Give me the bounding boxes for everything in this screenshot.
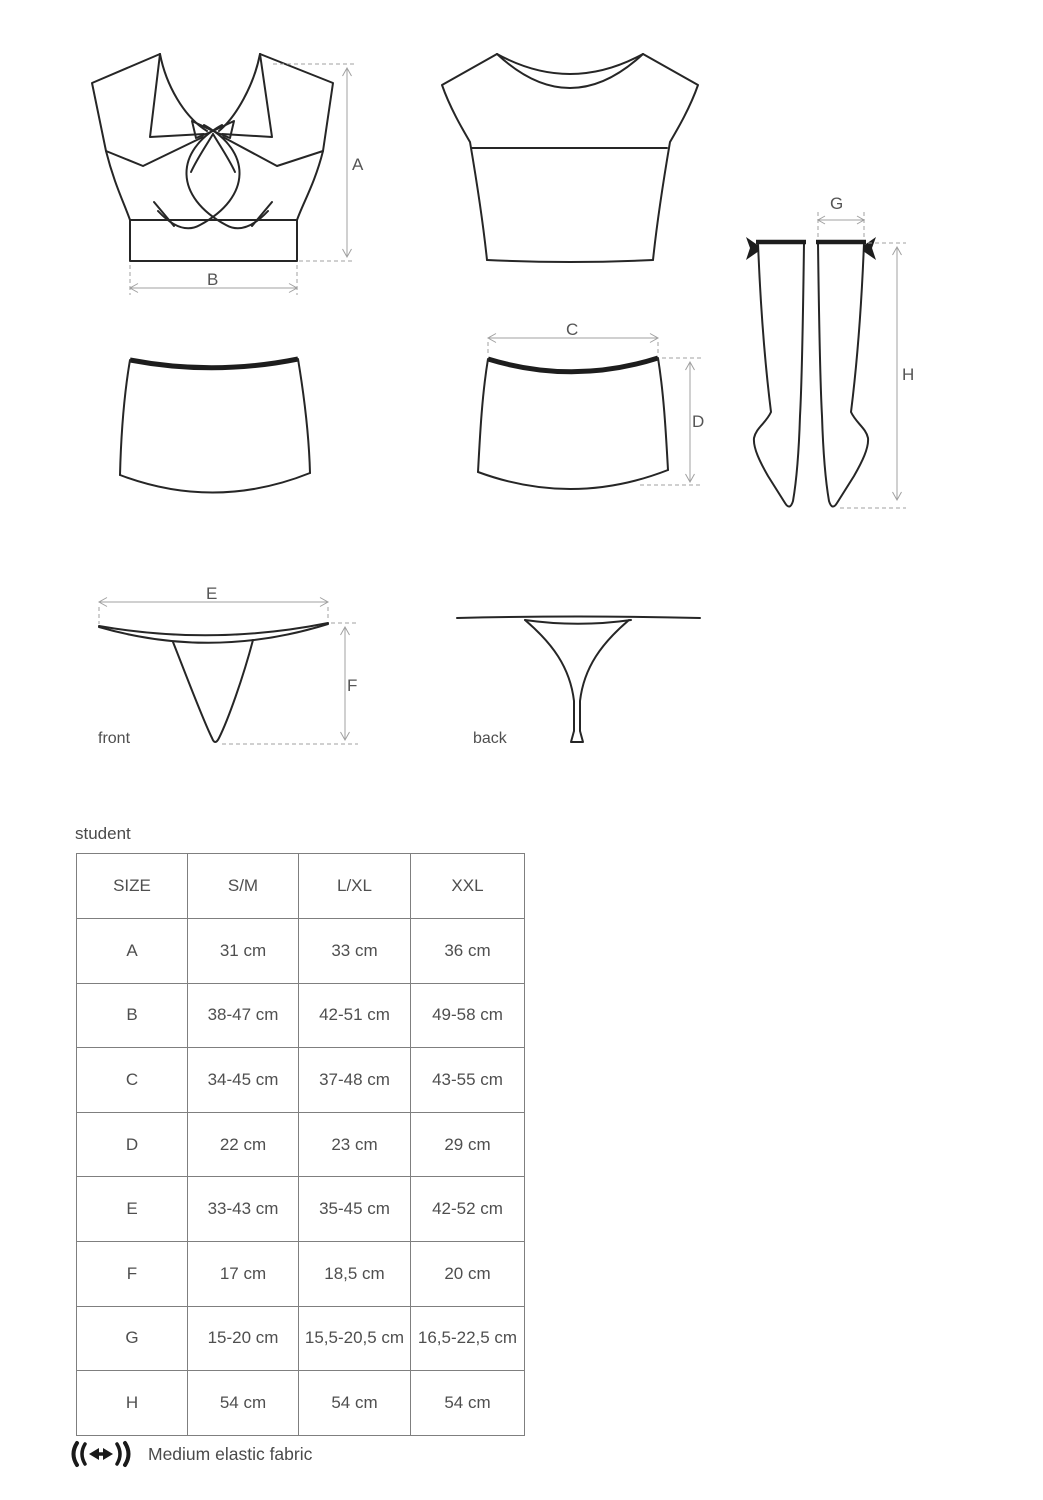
cell-value: 43-55 cm <box>411 1048 525 1113</box>
row-dim: H <box>77 1371 188 1436</box>
stockings-diagram <box>745 190 925 520</box>
cell-value: 33-43 cm <box>188 1177 299 1242</box>
fabric-note-text: Medium elastic fabric <box>148 1443 313 1464</box>
table-row-f <box>77 1241 525 1306</box>
cell-value: 16,5-22,5 cm <box>411 1306 525 1371</box>
cell-value: 54 cm <box>411 1371 525 1436</box>
cell-value: 37-48 cm <box>299 1048 411 1113</box>
product-title: student <box>75 824 131 843</box>
table-row-h <box>77 1371 525 1436</box>
dim-label-c: C <box>566 320 579 339</box>
header-size: SIZE <box>77 854 188 919</box>
dim-label-e: E <box>206 584 218 603</box>
table-row-d <box>77 1112 525 1177</box>
table-row-a <box>77 919 525 984</box>
cell-value: 42-51 cm <box>299 983 411 1048</box>
row-dim: B <box>77 983 188 1048</box>
table-row-e <box>77 1177 525 1242</box>
cell-value: 29 cm <box>411 1112 525 1177</box>
cell-value: 34-45 cm <box>188 1048 299 1113</box>
elastic-stretch-icon <box>68 1440 134 1468</box>
size-table-header-row <box>77 854 525 919</box>
cell-value: 54 cm <box>188 1371 299 1436</box>
cell-value: 15-20 cm <box>188 1306 299 1371</box>
row-dim: G <box>77 1306 188 1371</box>
cell-value: 31 cm <box>188 919 299 984</box>
table-row-c <box>77 1048 525 1113</box>
row-dim: D <box>77 1112 188 1177</box>
cell-value: 35-45 cm <box>299 1177 411 1242</box>
dim-label-d: D <box>692 412 705 431</box>
cell-value: 54 cm <box>299 1371 411 1436</box>
cell-value: 38-47 cm <box>188 983 299 1048</box>
table-row-b <box>77 983 525 1048</box>
row-dim: F <box>77 1241 188 1306</box>
cell-value: 33 cm <box>299 919 411 984</box>
cell-value: 20 cm <box>411 1241 525 1306</box>
top-back-diagram <box>435 48 705 268</box>
skirt-back-diagram <box>470 315 715 500</box>
header-xxl: XXL <box>411 854 525 919</box>
row-dim: A <box>77 919 188 984</box>
cell-value: 49-58 cm <box>411 983 525 1048</box>
row-dim: E <box>77 1177 188 1242</box>
cell-value: 22 cm <box>188 1112 299 1177</box>
header-lxl: L/XL <box>299 854 411 919</box>
dim-label-g: G <box>830 194 844 213</box>
cell-value: 18,5 cm <box>299 1241 411 1306</box>
top-front-diagram <box>70 45 380 305</box>
dim-label-f: F <box>347 676 358 695</box>
table-row-g <box>77 1306 525 1371</box>
cell-value: 42-52 cm <box>411 1177 525 1242</box>
dim-label-h: H <box>902 365 915 384</box>
front-view-label: front <box>98 730 131 747</box>
header-sm: S/M <box>188 854 299 919</box>
cell-value: 17 cm <box>188 1241 299 1306</box>
row-dim: C <box>77 1048 188 1113</box>
dim-label-b: B <box>207 270 219 289</box>
back-view-label: back <box>473 730 507 747</box>
size-table <box>76 853 525 1436</box>
cell-value: 36 cm <box>411 919 525 984</box>
dim-label-a: A <box>352 155 364 174</box>
cell-value: 23 cm <box>299 1112 411 1177</box>
cell-value: 15,5-20,5 cm <box>299 1306 411 1371</box>
panty-front-diagram <box>88 580 378 760</box>
fabric-footnote <box>68 1440 312 1468</box>
skirt-front-diagram <box>110 350 320 500</box>
